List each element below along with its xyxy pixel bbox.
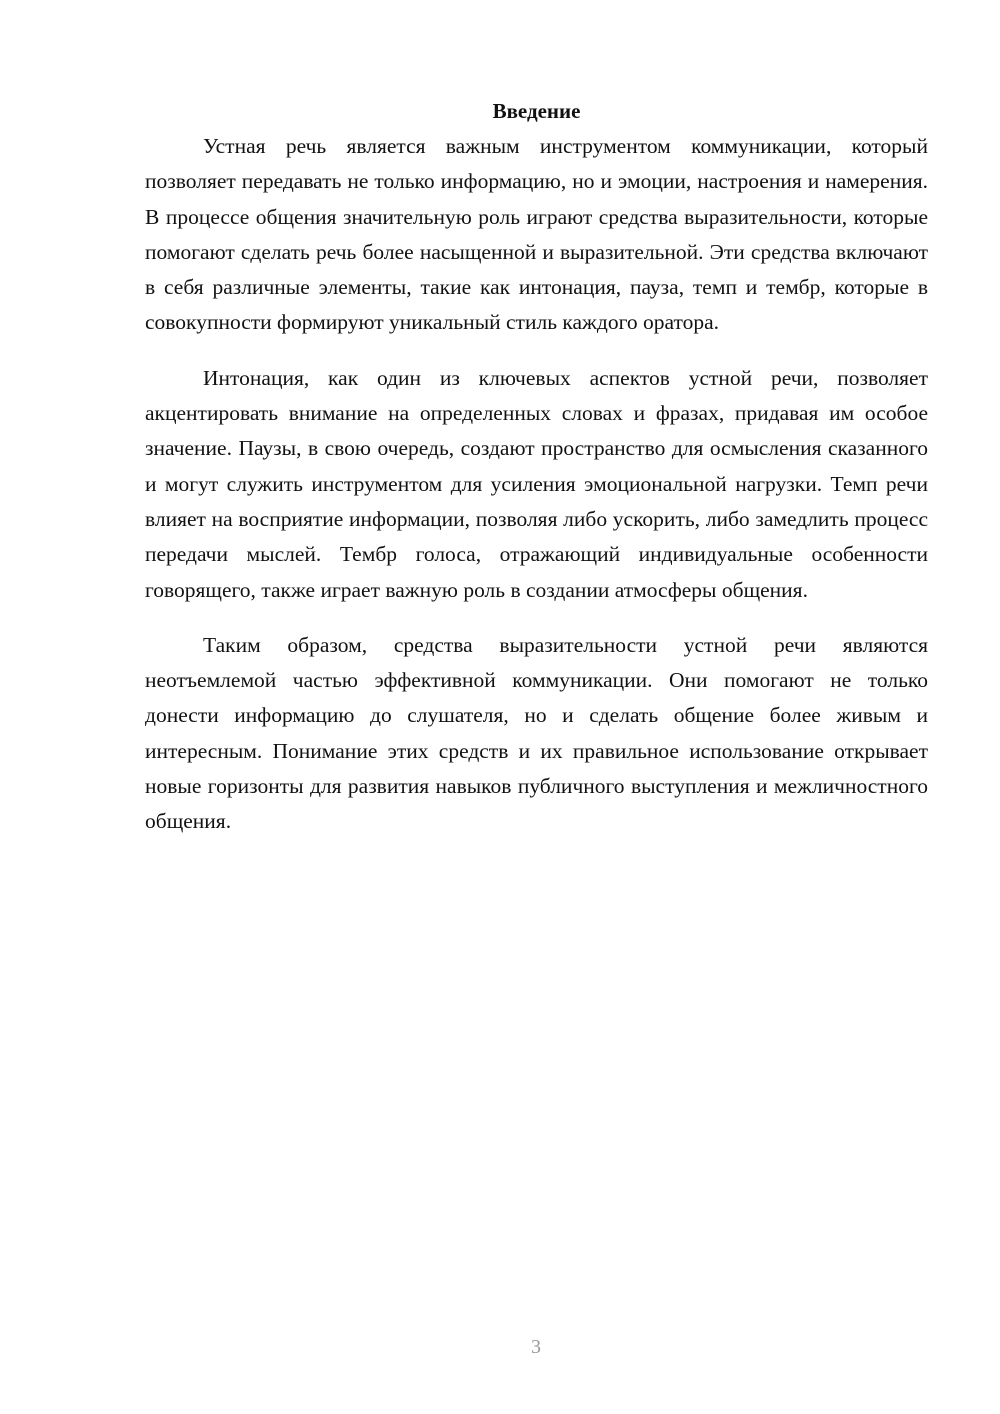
page-number: 3 (531, 1336, 541, 1358)
paragraph-3: Таким образом, средства выразительности устной речи являются неотъемлемой частью эффективной коммуникации. Они помогают не только донести информацию до слушателя, но и сделать общение более живым и интересным. Понимание этих средств и их правильное использование открывает новые горизонты для развития навыков публичного выступления и межличностного общения. (145, 632, 928, 834)
paragraph-2: Интонация, как один из ключевых аспектов устной речи, позволяет акцентировать внимание на определенных словах и фразах, придавая им особое значение. Паузы, в свою очередь, создают пространство для осмысления сказанного и могут служить инструментом для усиления эмоциональной нагрузки. Темп речи влияет на восприятие информации, позволяя либо ускорить, либо замедлить процесс передачи мыслей. Тембр голоса, отражающий индивидуальные особенности говорящего, также играет важную роль в создании атмосферы общения. (145, 365, 928, 602)
page-content (145, 94, 928, 840)
section-heading: Введение (492, 99, 581, 123)
paragraph-1: Устная речь является важным инструментом коммуникации, который позволяет передавать не только информацию, но и эмоции, настроения и намерения. В процессе общения значительную роль играют средства выразительности, которые помогают сделать речь более насыщенной и выразительной. Эти средства включают в себя различные элементы, такие как интонация, пауза, темп и тембр, которые в совокупности формируют уникальный стиль каждого оратора. (145, 134, 928, 335)
